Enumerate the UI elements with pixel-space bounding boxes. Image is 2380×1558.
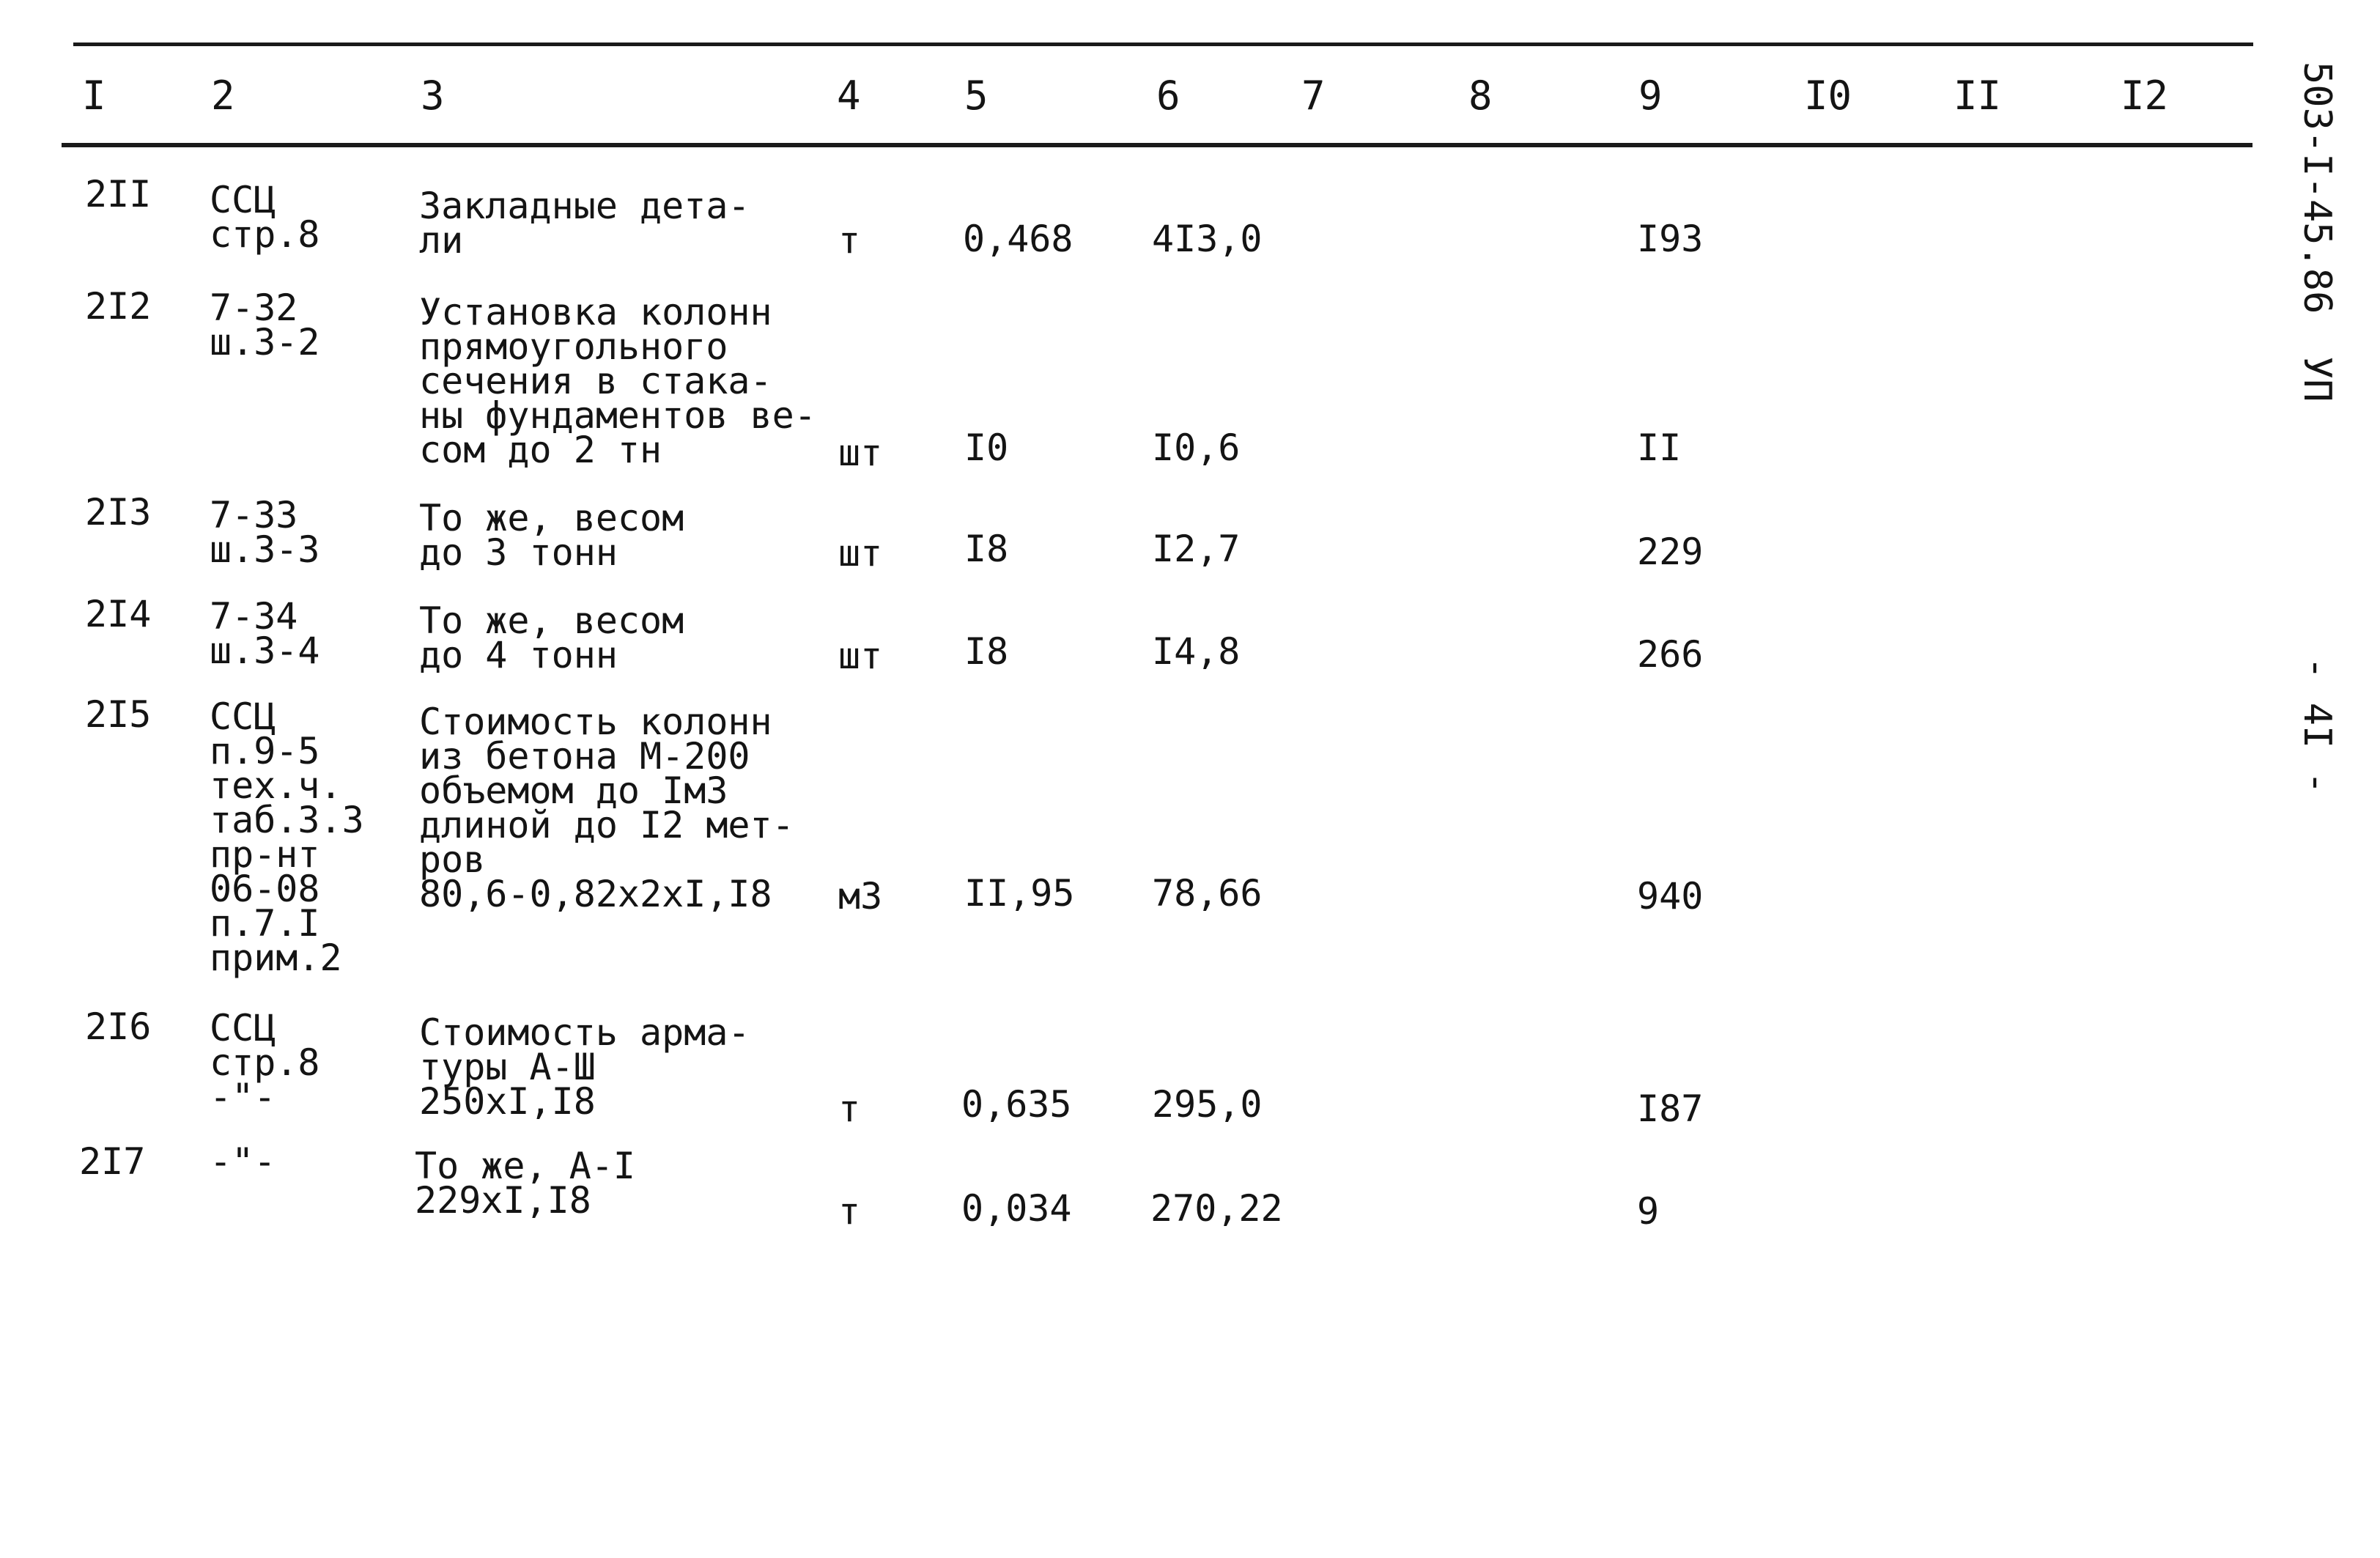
row-unit: шт xyxy=(838,635,883,677)
row-unit-price: 270,22 xyxy=(1150,1187,1283,1230)
row-unit-price: 78,66 xyxy=(1152,872,1263,915)
header-col-4: 4 xyxy=(837,73,861,119)
row-unit: шт xyxy=(838,432,883,474)
row-total: I93 xyxy=(1637,218,1704,260)
row-quantity: 0,635 xyxy=(961,1083,1072,1126)
header-col-3: 3 xyxy=(421,73,445,119)
row-unit-price: I4,8 xyxy=(1152,630,1241,673)
row-name: Установка колонн прямоугольного сечения в стака- ны фундаментов ве- сом до 2 тн xyxy=(419,291,816,471)
row-number: 2I4 xyxy=(85,593,152,635)
row-basis: 7-34 ш.3-4 xyxy=(210,595,320,672)
row-quantity: I0 xyxy=(964,427,1009,469)
table-header-rule xyxy=(62,143,2252,147)
row-number: 2I2 xyxy=(85,285,152,328)
header-col-1: I xyxy=(82,73,106,119)
header-col-6: 6 xyxy=(1156,73,1180,119)
row-basis: ССЦ стр.8 xyxy=(210,179,320,256)
row-unit: т xyxy=(838,1088,861,1130)
row-unit-price: I2,7 xyxy=(1152,528,1241,570)
row-basis: 7-32 ш.3-2 xyxy=(210,287,320,363)
header-col-12: I2 xyxy=(2121,73,2169,119)
row-basis: -"- xyxy=(210,1140,276,1183)
row-basis: ССЦ стр.8 -"- xyxy=(210,1007,320,1118)
row-basis: ССЦ п.9-5 тех.ч. таб.3.3 пр-нт 06-08 п.7.I прим.2 xyxy=(210,695,364,979)
row-unit: т xyxy=(838,1190,861,1233)
row-unit-price: 295,0 xyxy=(1152,1083,1263,1126)
row-quantity: 0,468 xyxy=(963,218,1073,260)
header-col-11: II xyxy=(1954,73,2002,119)
row-total: 940 xyxy=(1637,875,1704,918)
row-quantity: I8 xyxy=(964,528,1009,570)
album-code: УП xyxy=(2295,356,2339,402)
row-total: I87 xyxy=(1637,1088,1704,1130)
row-total: II xyxy=(1637,427,1682,469)
row-unit-price: 4I3,0 xyxy=(1152,218,1263,260)
row-name: Стоимость арма- туры А-Ш 250хI,I8 xyxy=(419,1011,750,1123)
page-number: - 4I - xyxy=(2295,657,2339,794)
row-basis: 7-33 ш.3-3 xyxy=(210,494,320,571)
row-name: То же, весом до 4 тонн xyxy=(419,599,684,676)
row-number: 2I3 xyxy=(85,491,152,534)
row-number: 2I5 xyxy=(85,693,152,736)
document-code: 503-I-45.86 xyxy=(2295,62,2339,314)
row-unit: м3 xyxy=(838,875,883,918)
row-quantity: II,95 xyxy=(964,872,1075,915)
header-col-10: I0 xyxy=(1804,73,1852,119)
header-col-9: 9 xyxy=(1638,73,1663,119)
table-top-rule xyxy=(73,43,2253,46)
header-col-7: 7 xyxy=(1301,73,1326,119)
header-col-8: 8 xyxy=(1468,73,1493,119)
row-quantity: I8 xyxy=(964,630,1009,673)
row-total: 266 xyxy=(1637,633,1704,676)
row-quantity: 0,034 xyxy=(961,1187,1072,1230)
row-total: 9 xyxy=(1637,1190,1660,1233)
row-number: 2I6 xyxy=(85,1005,152,1048)
row-name: Закладные дета- ли xyxy=(419,185,750,262)
row-unit: т xyxy=(838,219,861,262)
row-name: Стоимость колонн из бетона М-200 объемом до IмЗ длиной до I2 мет- ров 80,6-0,82х2хI,I8 xyxy=(419,701,794,915)
header-col-2: 2 xyxy=(211,73,235,119)
row-number: 2I7 xyxy=(79,1140,146,1183)
row-name: То же, весом до 3 тонн xyxy=(419,497,684,574)
row-unit-price: I0,6 xyxy=(1152,427,1241,469)
row-total: 229 xyxy=(1637,531,1704,573)
row-unit: шт xyxy=(838,532,883,575)
header-col-5: 5 xyxy=(964,73,988,119)
row-name: То же, А-I 229хI,I8 xyxy=(415,1145,636,1222)
row-number: 2II xyxy=(85,173,152,215)
